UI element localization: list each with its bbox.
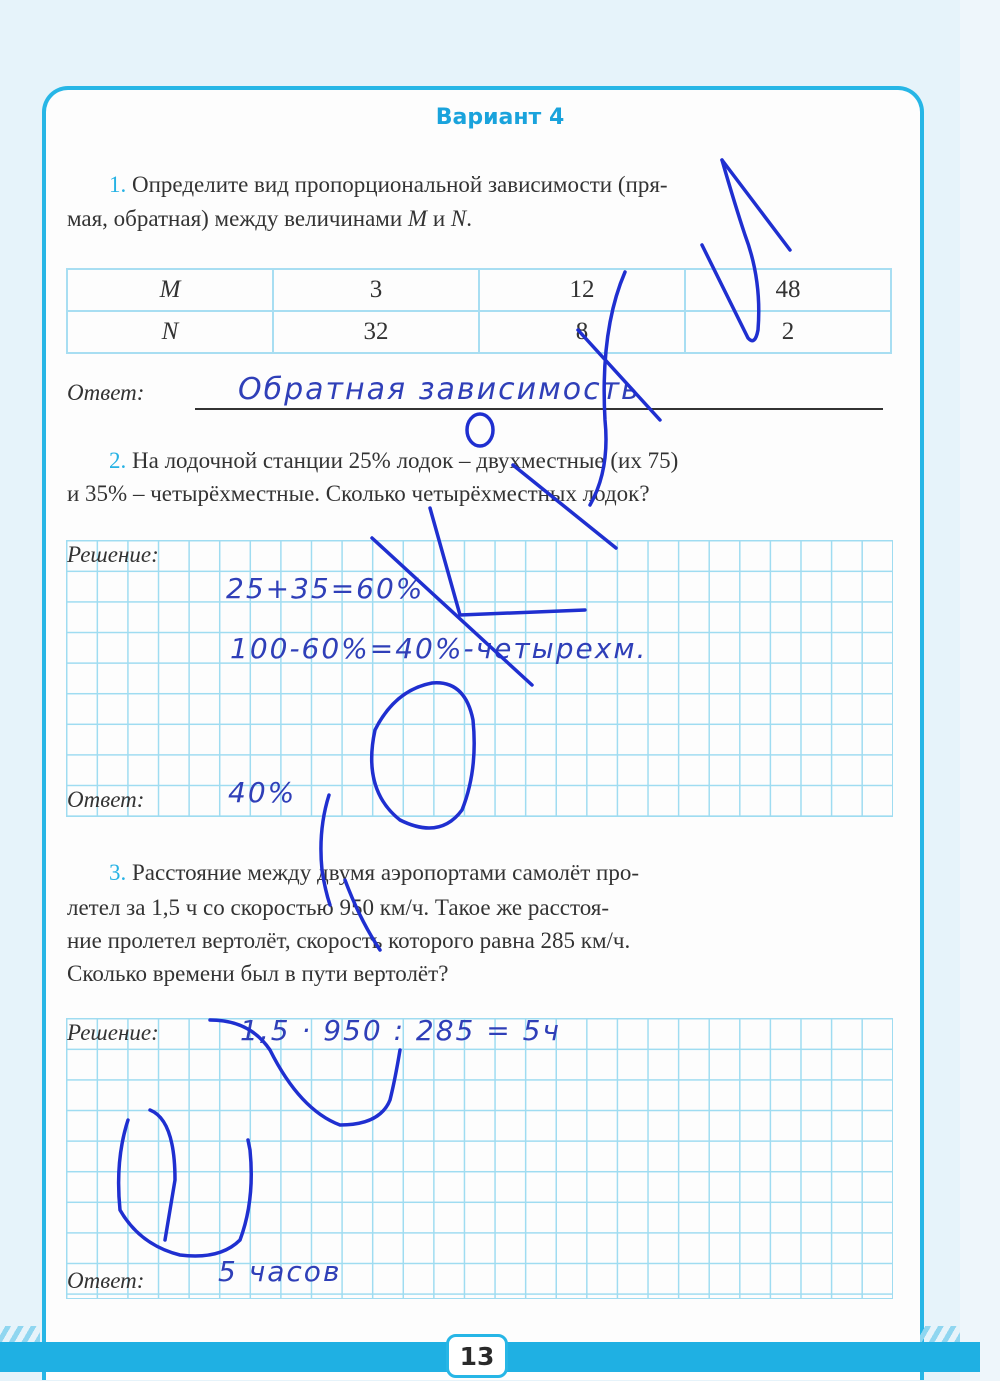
task2-answer-label: Ответ:	[67, 787, 145, 812]
task2-text-line2: и 35% – четырёхместные. Сколько четырёхместных лодок?	[67, 481, 650, 506]
page-number: 13	[446, 1334, 508, 1378]
task2-solution-line1[interactable]: 25+35=60%	[226, 572, 425, 605]
task3-solution-line[interactable]: 1,5 · 950 : 285 = 5ч	[240, 1014, 561, 1047]
variable-n: N	[450, 206, 467, 231]
task3-answer-handwritten[interactable]: 5 часов	[218, 1255, 342, 1288]
task3-grid	[66, 1018, 893, 1299]
period: .	[466, 206, 472, 231]
footer-hatch-right	[920, 1326, 960, 1342]
task2-number: 2.	[109, 448, 127, 473]
task2-text-line1: На лодочной станции 25% лодок – двухместные (их 75)	[132, 448, 679, 473]
table-row-n	[67, 311, 891, 353]
conjunction: и	[427, 206, 451, 231]
variable-m: M	[407, 206, 428, 231]
table-cell: 3	[273, 269, 479, 311]
footer-hatch-left	[0, 1326, 40, 1342]
row-header: N	[67, 311, 273, 353]
variant-title: Вариант 4	[435, 105, 565, 130]
task1-prompt	[67, 168, 937, 201]
task1-text-line1: Определите вид пропорциональной зависимости (пря-	[132, 172, 668, 197]
task2-answer-handwritten[interactable]: 40%	[228, 776, 297, 809]
task3-number: 3.	[109, 860, 127, 885]
task1-text-line2: мая, обратная) между величинами	[67, 206, 408, 231]
task2-prompt	[67, 444, 937, 477]
task3-text-line3: ние пролетел вертолёт, скорость которого равна 285 км/ч.	[67, 928, 631, 953]
task3-text-line2: летел за 1,5 ч со скоростью 950 км/ч. Такое же расстоя-	[67, 895, 610, 920]
mn-table	[66, 268, 892, 354]
table-cell: 8	[479, 311, 685, 353]
task1-number: 1.	[109, 172, 127, 197]
task3-text-line1: Расстояние между двумя аэропортами самолёт про-	[132, 860, 639, 885]
task1-answer-line	[195, 408, 883, 410]
table-cell: 2	[685, 311, 891, 353]
task3-prompt	[67, 856, 937, 889]
table-cell: 48	[685, 269, 891, 311]
task3-text-line4: Сколько времени был в пути вертолёт?	[67, 961, 449, 986]
task1-answer-handwritten[interactable]: Обратная зависимость	[238, 372, 641, 407]
adjacent-page-edge	[960, 0, 1000, 1381]
task2-grid	[66, 540, 893, 817]
table-cell: 32	[273, 311, 479, 353]
task1-answer-label: Ответ:	[67, 380, 145, 405]
task2-solution-label: Решение:	[67, 542, 159, 567]
task2-solution-line2[interactable]: 100-60%=40%-четырехм.	[230, 632, 648, 665]
table-cell: 12	[479, 269, 685, 311]
task3-answer-label: Ответ:	[67, 1268, 145, 1293]
task3-solution-label: Решение:	[67, 1020, 159, 1045]
row-header: M	[67, 269, 273, 311]
table-row-m	[67, 269, 891, 311]
task1-prompt-line2	[67, 202, 895, 235]
